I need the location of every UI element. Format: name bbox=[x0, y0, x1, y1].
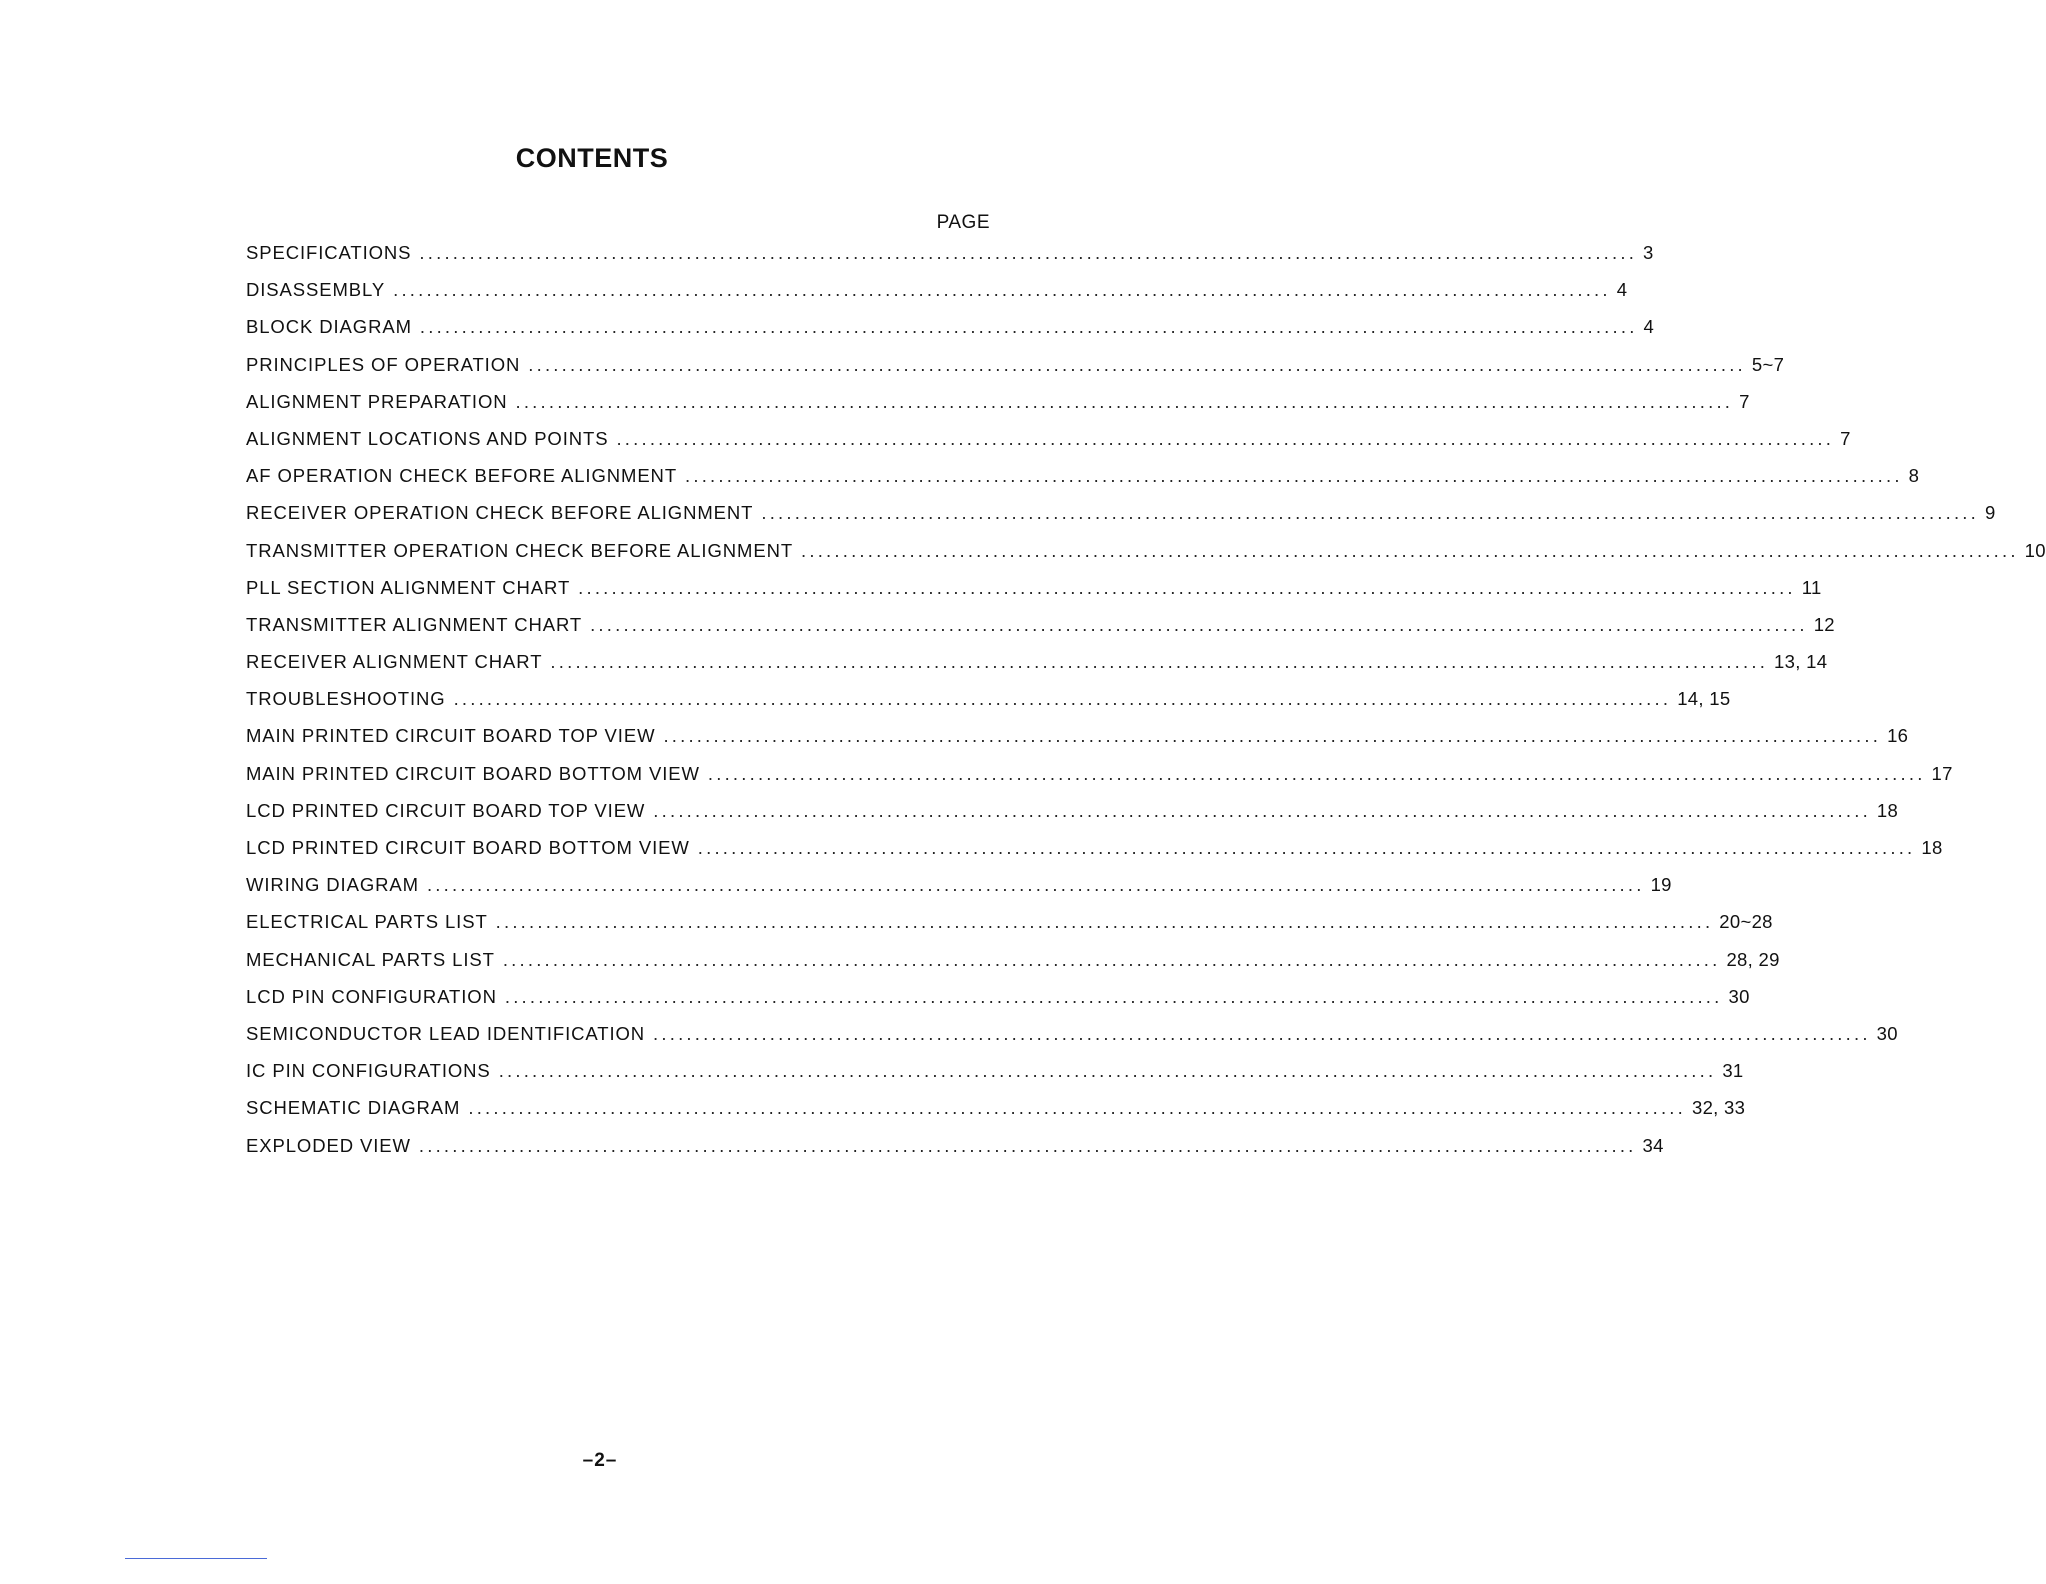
toc-entry-page: 17 bbox=[1931, 762, 1953, 784]
dot-leader: .................................................................................................................................................. bbox=[419, 316, 1638, 338]
dot-leader: .................................................................................................................................................. bbox=[761, 502, 1979, 524]
dot-leader: .................................................................................................................................................. bbox=[453, 688, 1672, 710]
dot-leader: .................................................................................................................................................. bbox=[653, 1022, 1871, 1044]
toc-entry-label: TRANSMITTER ALIGNMENT CHART bbox=[246, 613, 583, 635]
toc-entry bbox=[246, 463, 1920, 500]
toc-entry bbox=[246, 1058, 1744, 1095]
corner-rule-line bbox=[125, 1558, 267, 1559]
dot-leader: .................................................................................................................................................. bbox=[616, 427, 1835, 449]
dot-leader: .................................................................................................................................................. bbox=[504, 985, 1723, 1007]
toc-entry-label: LCD PRINTED CIRCUIT BOARD TOP VIEW bbox=[246, 799, 646, 821]
toc-entry-page: 18 bbox=[1876, 799, 1899, 821]
toc-entry-page: 31 bbox=[1722, 1060, 1744, 1082]
toc-entry bbox=[246, 723, 1909, 760]
dot-leader: .................................................................................................................................................. bbox=[418, 1134, 1637, 1156]
toc-entry-page: 5~7 bbox=[1751, 353, 1785, 375]
toc-entry bbox=[246, 1021, 1898, 1058]
toc-entry bbox=[246, 798, 1899, 835]
toc-entry bbox=[246, 761, 1953, 798]
toc-entry-page: 30 bbox=[1728, 985, 1750, 1007]
toc-entry bbox=[246, 277, 1628, 314]
toc-entry bbox=[246, 612, 1835, 649]
toc-entry bbox=[246, 686, 1731, 723]
toc-entry-label: TROUBLESHOOTING bbox=[246, 688, 446, 710]
dot-leader: .................................................................................................................................................. bbox=[685, 465, 1903, 487]
toc-entry-page: 7 bbox=[1739, 390, 1750, 412]
toc-entry-page: 30 bbox=[1876, 1022, 1898, 1044]
toc-entry bbox=[246, 538, 2046, 575]
toc-entry-page: 34 bbox=[1642, 1134, 1664, 1156]
toc-entry-page: 12 bbox=[1813, 613, 1835, 635]
toc-entry-label: IC PIN CONFIGURATIONS bbox=[246, 1060, 491, 1082]
toc-entry bbox=[246, 352, 1785, 389]
dot-leader: .................................................................................................................................................. bbox=[393, 279, 1611, 301]
toc-entry bbox=[246, 947, 1780, 984]
toc-entry-page: 7 bbox=[1840, 427, 1851, 449]
toc-entry-page: 10 bbox=[2024, 539, 2046, 561]
toc-entry bbox=[246, 872, 1672, 909]
dot-leader: .................................................................................................................................................. bbox=[468, 1097, 1686, 1119]
dot-leader: .................................................................................................................................................. bbox=[528, 353, 1746, 375]
toc-entry-page: 13, 14 bbox=[1774, 651, 1828, 673]
toc-entry-label: DISASSEMBLY bbox=[246, 279, 386, 301]
toc-entry-page: 8 bbox=[1908, 465, 1920, 487]
page-column-header: PAGE bbox=[936, 212, 990, 233]
toc-entry-page: 11 bbox=[1801, 576, 1822, 598]
toc-entry bbox=[246, 500, 1996, 537]
dot-leader: .................................................................................................................................................. bbox=[495, 911, 1714, 933]
dot-leader: .................................................................................................................................................. bbox=[801, 539, 2019, 561]
toc-entry-label: SPECIFICATIONS bbox=[246, 242, 412, 263]
table-of-contents bbox=[246, 240, 2046, 1170]
toc-entry-page: 28, 29 bbox=[1726, 948, 1780, 970]
toc-entry-label: AF OPERATION CHECK BEFORE ALIGNMENT bbox=[246, 465, 678, 487]
dot-leader: .................................................................................................................................................. bbox=[707, 762, 1926, 784]
dot-leader: .................................................................................................................................................. bbox=[550, 651, 1769, 673]
toc-entry-label: BLOCK DIAGRAM bbox=[246, 316, 412, 338]
toc-entry-label: MAIN PRINTED CIRCUIT BOARD TOP VIEW bbox=[246, 725, 656, 747]
toc-entry bbox=[246, 984, 1750, 1021]
toc-entry-label: PRINCIPLES OF OPERATION bbox=[246, 353, 521, 375]
toc-entry bbox=[246, 909, 1773, 946]
toc-entry bbox=[246, 649, 1828, 686]
toc-entry-page: 4 bbox=[1643, 316, 1655, 338]
toc-entry-label: ALIGNMENT PREPARATION bbox=[246, 390, 508, 412]
dot-leader: .................................................................................................................................................. bbox=[502, 948, 1721, 970]
toc-entry-label: MECHANICAL PARTS LIST bbox=[246, 948, 495, 970]
page-number: –2– bbox=[582, 1450, 618, 1471]
dot-leader: .................................................................................................................................................. bbox=[578, 576, 1796, 598]
dot-leader: .................................................................................................................................................. bbox=[653, 799, 1871, 821]
toc-entry bbox=[246, 314, 1655, 351]
toc-entry bbox=[246, 575, 1822, 612]
toc-entry-label: ELECTRICAL PARTS LIST bbox=[246, 911, 488, 933]
toc-entry bbox=[246, 1133, 1664, 1170]
toc-entry-label: TRANSMITTER OPERATION CHECK BEFORE ALIGNMENT bbox=[246, 539, 794, 561]
toc-entry bbox=[246, 240, 1654, 277]
dot-leader: .................................................................................................................................................. bbox=[426, 874, 1645, 896]
toc-entry-label: EXPLODED VIEW bbox=[246, 1134, 411, 1156]
toc-entry-page: 20~28 bbox=[1719, 911, 1773, 933]
dot-leader: .................................................................................................................................................. bbox=[663, 725, 1882, 747]
toc-entry-page: 18 bbox=[1921, 837, 1943, 858]
toc-entry-label: LCD PRINTED CIRCUIT BOARD BOTTOM VIEW bbox=[246, 837, 690, 858]
toc-entry-page: 19 bbox=[1650, 874, 1672, 896]
dot-leader: .................................................................................................................................................. bbox=[515, 390, 1734, 412]
toc-entry-page: 3 bbox=[1643, 242, 1654, 263]
toc-entry-page: 16 bbox=[1887, 725, 1909, 747]
toc-entry-label: PLL SECTION ALIGNMENT CHART bbox=[246, 576, 571, 598]
toc-entry-label: LCD PIN CONFIGURATION bbox=[246, 985, 497, 1007]
toc-entry bbox=[246, 389, 1750, 426]
toc-entry-label: MAIN PRINTED CIRCUIT BOARD BOTTOM VIEW bbox=[246, 762, 700, 784]
toc-entry-page: 4 bbox=[1616, 279, 1628, 301]
toc-entry-label: SEMICONDUCTOR LEAD IDENTIFICATION bbox=[246, 1022, 646, 1044]
page-title: CONTENTS bbox=[515, 143, 669, 173]
toc-entry-page: 32, 33 bbox=[1691, 1097, 1746, 1119]
dot-leader: .................................................................................................................................................. bbox=[697, 837, 1916, 858]
dot-leader: .................................................................................................................................................. bbox=[419, 242, 1638, 263]
dot-leader: .................................................................................................................................................. bbox=[590, 613, 1808, 635]
toc-entry bbox=[246, 835, 1943, 872]
toc-entry-label: RECEIVER OPERATION CHECK BEFORE ALIGNMENT bbox=[246, 502, 754, 524]
toc-entry-label: ALIGNMENT LOCATIONS AND POINTS bbox=[246, 427, 609, 449]
toc-entry-page: 9 bbox=[1984, 502, 1996, 524]
toc-entry-label: WIRING DIAGRAM bbox=[246, 874, 419, 896]
toc-entry-label: SCHEMATIC DIAGRAM bbox=[246, 1097, 461, 1119]
toc-entry-page: 14, 15 bbox=[1677, 688, 1731, 710]
dot-leader: .................................................................................................................................................. bbox=[498, 1060, 1717, 1082]
toc-entry bbox=[246, 1095, 1746, 1132]
toc-entry-label: RECEIVER ALIGNMENT CHART bbox=[246, 651, 543, 673]
toc-entry bbox=[246, 426, 1851, 463]
